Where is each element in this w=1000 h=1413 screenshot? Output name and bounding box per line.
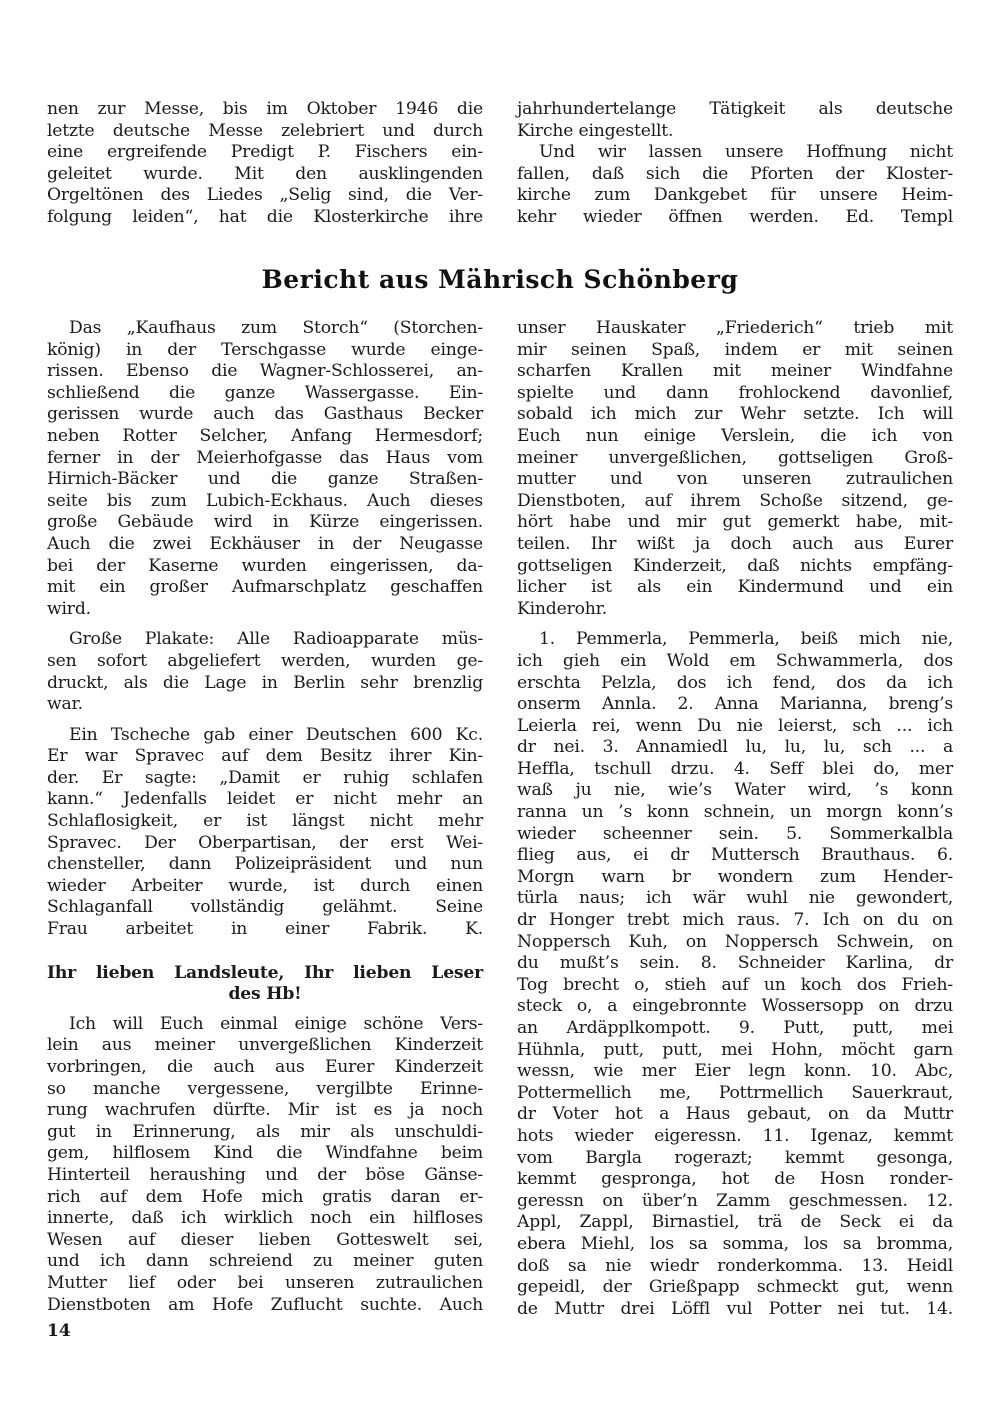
text-line: ranna un ’s konn schnein, un morgn konn’s	[517, 802, 953, 823]
text-line: Wesen auf dieser lieben Gotteswelt sei,	[47, 1229, 483, 1250]
text-line: seite bis zum Lubich-Eckhaus. Auch dieses	[47, 490, 483, 511]
text-line: schließend die ganze Wassergasse. Ein-	[47, 382, 483, 403]
text-line: Dienstboten am Hofe Zuflucht suchte. Auch	[47, 1294, 483, 1315]
article-paragraph-verses	[517, 629, 953, 1320]
text-line: licher ist als ein Kindermund und ein	[517, 577, 953, 598]
text-line: folgung leiden“, hat die Klosterkirche ihre	[47, 206, 483, 227]
text-line: spielte und dann frohlockend davonlief,	[517, 382, 953, 403]
text-line: Ein Tscheche gab einer Deutschen 600 Kc.	[69, 724, 483, 745]
text-line: lein aus meiner unvergeßlichen Kinderzeit	[47, 1035, 483, 1056]
text-line: Hinterteil heraushing und der böse Gänse-	[47, 1164, 483, 1185]
text-line: ferner in der Meierhofgasse das Haus vom	[47, 447, 483, 468]
article-paragraph-verslein-intro	[47, 1014, 483, 1316]
text-line: Auch die zwei Eckhäuser in der Neugasse	[47, 533, 483, 554]
text-line: wieder scheenner sein. 5. Sommerkalbla	[517, 823, 953, 844]
text-line: Leierla rei, wenn Du nie leierst, sch ... ich	[517, 715, 953, 736]
text-line: wessn, wie mer Eier legn konn. 10. Abc,	[517, 1061, 953, 1082]
text-line: steck o, a eingebronnte Wossersopp on drzu	[517, 996, 953, 1017]
text-line: ich gieh ein Wold em Schwammerla, dos	[517, 650, 953, 671]
page-number: 14	[47, 1321, 71, 1341]
text-line: Mutter lief oder bei unseren zutraulichen	[47, 1272, 483, 1293]
text-line: der. Er sagte: „Damit er ruhig schlafen	[47, 767, 483, 788]
text-line: kirche zum Dankgebet für unsere Heim-	[517, 185, 953, 206]
top-right-column	[517, 99, 953, 229]
text-line: Tog brecht o, stieh auf un koch dos Frieh-	[517, 974, 953, 995]
text-line: rung wachrufen dürfte. Mir ist es ja noch	[47, 1100, 483, 1121]
text-line: mutter und von unseren zutraulichen	[517, 469, 953, 490]
text-line: vom Bargla rogerazt; kemmt gesonga,	[517, 1147, 953, 1168]
text-line: kemmt gespronga, hot de Hosn ronder-	[517, 1169, 953, 1190]
text-line: Und wir lassen unsere Hoffnung nicht	[539, 142, 953, 163]
text-line: teilen. Ihr wißt ja doch auch aus Eurer	[517, 533, 953, 554]
text-line: türla naus; ich wär wuhl nie gewondert,	[517, 888, 953, 909]
text-line: große Gebäude wird in Kürze eingerissen.	[47, 512, 483, 533]
text-line: Große Plakate: Alle Radioapparate müs-	[69, 629, 483, 650]
text-line: könig) in der Terschgasse wurde einge-	[47, 339, 483, 360]
text-line: rich auf dem Hofe mich gratis daran er-	[47, 1186, 483, 1207]
text-line: 1. Pemmerla, Pemmerla, beiß mich nie,	[539, 629, 953, 650]
article-paragraph-tscheche	[47, 725, 483, 941]
text-line: erschta Pelzla, dos ich fend, dos da ich	[517, 672, 953, 693]
text-line: und ich dann schreiend zu meiner guten	[47, 1251, 483, 1272]
text-line: Euch nun einige Verslein, die ich von	[517, 425, 953, 446]
text-line: meiner unvergeßlichen, gottseligen Groß-	[517, 447, 953, 468]
text-line: gem, hilflosem Kind die Windfahne beim	[47, 1143, 483, 1164]
top-right-paragraph-2	[517, 142, 953, 228]
text-line: unser Hauskater „Friederich“ trieb mit	[517, 318, 953, 338]
text-line: Morgn warn br wondern zum Hender-	[517, 866, 953, 887]
text-line: kehr wieder öffnen werden. Ed. Templ	[517, 206, 953, 227]
text-line: doß sa nie wiedr ronderkomma. 13. Heidl	[517, 1255, 953, 1276]
text-line: Pottermellich me, Pottrmellich Sauerkraut,	[517, 1082, 953, 1103]
text-line: sen sofort abgeliefert werden, wurden ge-	[47, 650, 483, 671]
paragraph-gap	[517, 620, 953, 629]
text-line: hört habe und mir gut gemerkt habe, mit-	[517, 512, 953, 533]
article-left-column	[47, 318, 483, 1316]
text-line: rissen. Ebenso die Wagner-Schlosserei, an-	[47, 361, 483, 382]
text-line: de Muttr drei Löffl vul Potter nei tut. 14.	[517, 1298, 953, 1319]
text-line: wird.	[47, 598, 91, 619]
text-line: eine ergreifende Predigt P. Fischers ein-	[47, 142, 483, 163]
text-line: gepeidl, der Grießpapp schmeckt gut, wenn	[517, 1277, 953, 1298]
top-right-paragraph-1	[517, 99, 953, 142]
text-line: war.	[47, 694, 83, 715]
text-line: Appl, Zappl, Birnastiel, trä de Seck ei da	[517, 1212, 953, 1233]
text-line: Schlaganfall vollständig gelähmt. Seine	[47, 897, 483, 918]
article-right-column	[517, 318, 953, 1320]
text-line: druckt, als die Lage in Berlin sehr brenzlig	[47, 672, 483, 693]
article-paragraph-plakate	[47, 629, 483, 715]
text-line: Spravec. Der Oberpartisan, der erst Wei-	[47, 832, 483, 853]
top-left-column	[47, 99, 483, 229]
text-line: innerte, daß ich wirklich noch ein hilfloses	[47, 1208, 483, 1229]
text-line: wieder Arbeiter wurde, ist durch einen	[47, 875, 483, 896]
text-line: Noppersch Kuh, on Noppersch Schwein, on	[517, 931, 953, 952]
text-line: du mußt’s sein. 8. Schneider Karlina, dr	[517, 953, 953, 974]
text-line: Hirnich-Bäcker und die ganze Straßen-	[47, 469, 483, 490]
text-line: gerissen wurde auch das Gasthaus Becker	[47, 404, 483, 425]
paragraph-gap	[47, 620, 483, 629]
text-line: ebera Miehl, los sa somma, los sa bromma,	[517, 1233, 953, 1254]
paragraph-gap	[47, 716, 483, 725]
top-left-paragraph	[47, 99, 483, 229]
text-line: nen zur Messe, bis im Oktober 1946 die	[47, 99, 483, 119]
paragraph-gap	[47, 1006, 483, 1014]
text-line: Ich will Euch einmal einige schöne Vers-	[69, 1013, 483, 1034]
text-line: hots wieder eigeressn. 11. Igenaz, kemmt	[517, 1125, 953, 1146]
text-line: Ihr lieben Landsleute, Ihr lieben Leser	[47, 962, 483, 983]
text-line: Dienstboten, auf ihrem Schoße sitzend, ge-	[517, 490, 953, 511]
text-line: so manche vergessene, vergilbte Erinne-	[47, 1078, 483, 1099]
text-line: dr Voter hot a Haus gebaut, on da Muttr	[517, 1104, 953, 1125]
text-line: Hühnla, putt, putt, mei Hohn, möcht garn	[517, 1039, 953, 1060]
text-line: letzte deutsche Messe zelebriert und durch	[47, 120, 483, 141]
text-line: neben Rotter Selcher, Anfang Hermesdorf;	[47, 425, 483, 446]
text-line: geressn on über’n Zamm geschmessen. 12.	[517, 1190, 953, 1211]
text-line: des Hb!	[228, 984, 302, 1005]
text-line: flieg aus, ei dr Muttersch Brauthaus. 6.	[517, 845, 953, 866]
text-line: Heffla, tschull drzu. 4. Seff blei do, mer	[517, 758, 953, 779]
article-subheading	[47, 963, 483, 1006]
text-line: gottseligen Kinderzeit, daß nichts empfäng-	[517, 555, 953, 576]
text-line: sobald ich mich zur Wehr setzte. Ich will	[517, 404, 953, 425]
text-line: dr Honger trebt mich raus. 7. Ich on du on	[517, 910, 953, 931]
text-line: chensteller, dann Polizeipräsident und nun	[47, 854, 483, 875]
article-paragraph-demolitions	[47, 318, 483, 620]
text-line: mit ein großer Aufmarschplatz geschaffen	[47, 577, 483, 598]
text-line: kann.“ Jedenfalls leidet er nicht mehr an	[47, 789, 483, 810]
text-line: gut in Erinnerung, als mir als unschuldi-	[47, 1121, 483, 1142]
text-line: geleitet wurde. Mit den ausklingenden	[47, 163, 483, 184]
text-line: Kirche eingestellt.	[517, 120, 674, 141]
text-line: Das „Kaufhaus zum Storch“ (Storchen-	[69, 318, 483, 338]
article-paragraph-hauskater	[517, 318, 953, 620]
text-line: onserm Annla. 2. Anna Marianna, breng’s	[517, 694, 953, 715]
text-line: waß ju nie, wie’s Water wird, ’s konn	[517, 780, 953, 801]
text-line: jahrhundertelange Tätigkeit als deutsche	[517, 99, 953, 119]
text-line: Schlaflosigkeit, er ist längst nicht mehr	[47, 811, 483, 832]
text-line: scharfen Krallen mit meiner Windfahne	[517, 361, 953, 382]
paragraph-gap	[47, 941, 483, 963]
text-line: vorbringen, die auch aus Eurer Kinderzeit	[47, 1057, 483, 1077]
text-line: Frau arbeitet in einer Fabrik. K.	[47, 919, 483, 940]
text-line: mir seinen Spaß, indem er mit seinen	[517, 339, 953, 360]
text-line: fallen, daß sich die Pforten der Kloster-	[517, 163, 953, 184]
text-line: bei der Kaserne wurden eingerissen, da-	[47, 555, 483, 576]
text-line: an Ardäpplkompott. 9. Putt, putt, mei	[517, 1018, 953, 1038]
text-line: dr nei. 3. Annamiedl lu, lu, lu, sch ... a	[517, 737, 953, 758]
article-title: Bericht aus Mährisch Schönberg	[261, 265, 739, 294]
text-line: Orgeltönen des Liedes „Selig sind, die Ver-	[47, 185, 483, 206]
text-line: Er war Spravec auf dem Besitz ihrer Kin-	[47, 746, 483, 767]
text-line: Kinderohr.	[517, 598, 608, 619]
